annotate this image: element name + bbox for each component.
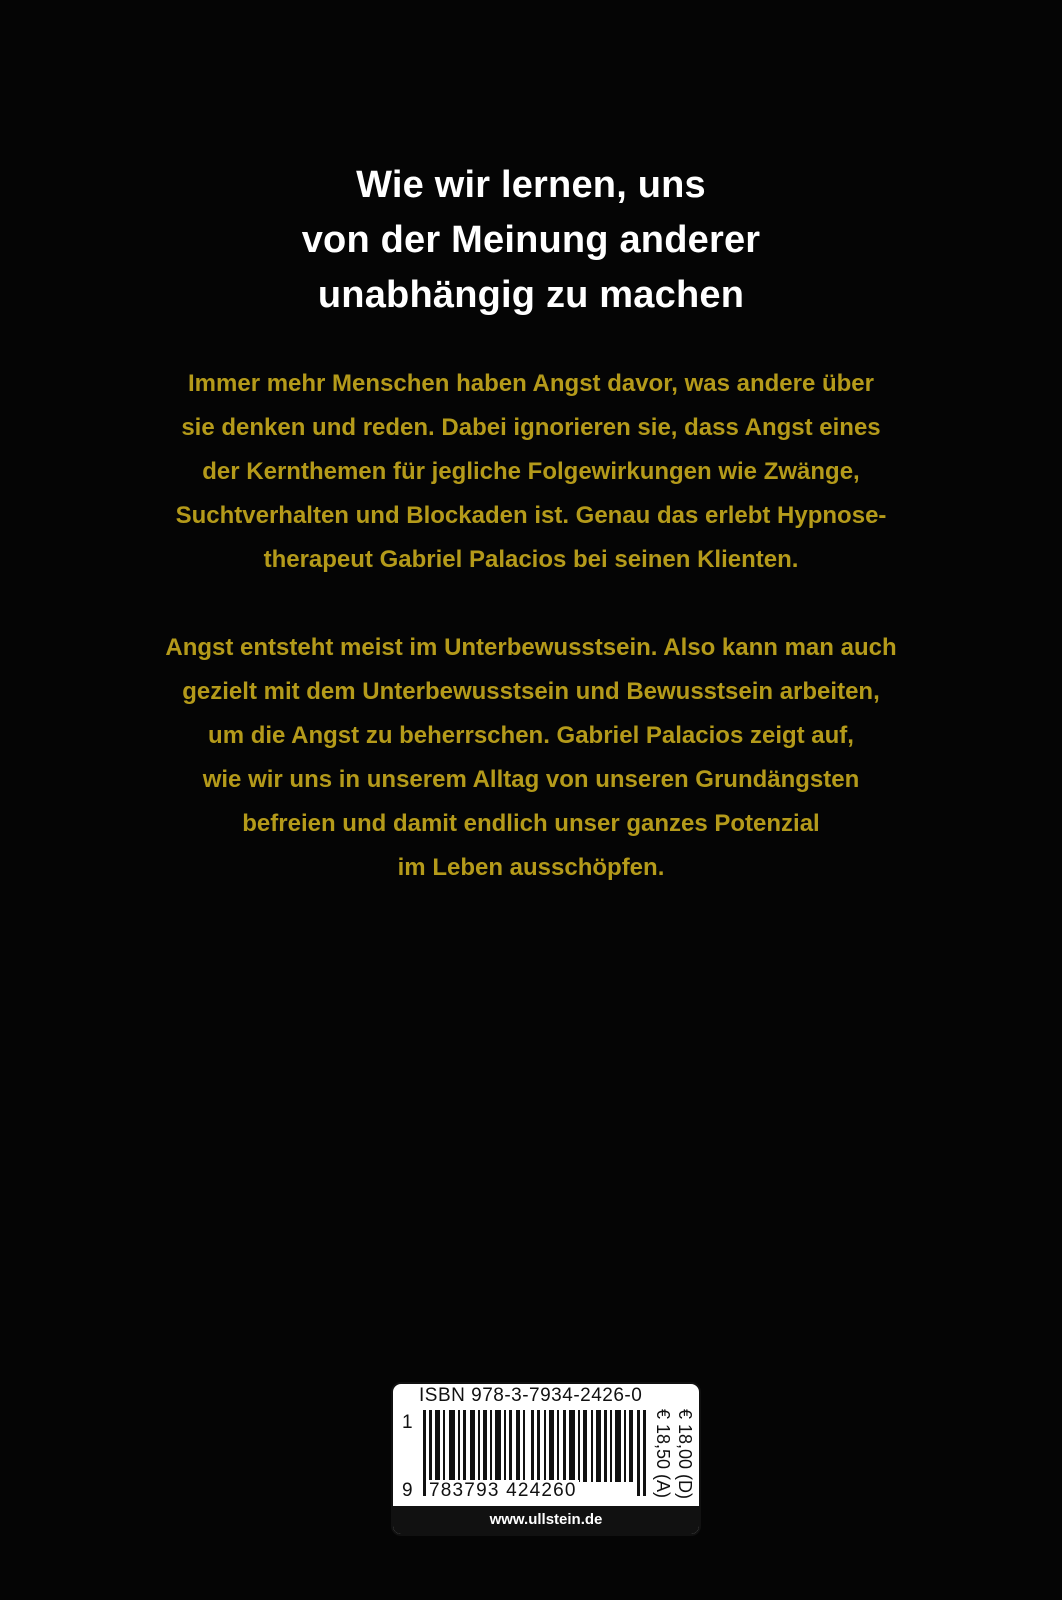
paragraph-2-line: um die Angst zu beherrschen. Gabriel Palacios zeigt auf, — [208, 722, 854, 749]
price-column — [643, 1409, 699, 1501]
headline-line-1: Wie wir lernen, uns — [356, 164, 706, 206]
paragraph-1-line: Suchtverhalten und Blockaden ist. Genau das erlebt Hypnose- — [175, 502, 887, 529]
publisher-url: www.ullstein.de — [393, 1506, 699, 1534]
paragraph-1-line: sie denken und reden. Dabei ignorieren sie, dass Angst eines — [181, 414, 881, 441]
paragraph-1-line: therapeut Gabriel Palacios bei seinen Klienten. — [263, 546, 799, 573]
price-austria: € 18,50 (A) — [653, 1409, 673, 1499]
isbn-number: ISBN 978-3-7934-2426-0 — [419, 1385, 643, 1406]
barcode-digit-left: 9 — [402, 1480, 413, 1501]
barcode-digit-top: 1 — [402, 1412, 413, 1433]
barcode-digits: 783793 424260 — [429, 1480, 577, 1501]
paragraph-1-line: der Kernthemen für jegliche Folgewirkungen wie Zwänge, — [202, 458, 860, 485]
barcode-label — [391, 1382, 701, 1536]
blurb-paragraph-1 — [0, 362, 1062, 582]
paragraph-2-line: im Leben ausschöpfen. — [397, 854, 665, 881]
headline — [0, 158, 1062, 323]
paragraph-2-line: befreien und damit endlich unser ganzes Potenzial — [242, 810, 820, 837]
paragraph-2-line: gezielt mit dem Unterbewusstsein und Bewusstsein arbeiten, — [182, 678, 880, 705]
price-germany: € 18,00 (D) — [675, 1409, 695, 1500]
paragraph-2-line: Angst entsteht meist im Unterbewusstsein. Also kann man auch — [165, 634, 897, 661]
paragraph-2-line: wie wir uns in unserem Alltag von unseren Grundängsten — [202, 766, 860, 793]
headline-line-3: unabhängig zu machen — [317, 274, 745, 316]
blurb-paragraph-2 — [0, 626, 1062, 890]
paragraph-1-line: Immer mehr Menschen haben Angst davor, was andere über — [188, 370, 874, 397]
headline-line-2: von der Meinung anderer — [301, 219, 761, 261]
